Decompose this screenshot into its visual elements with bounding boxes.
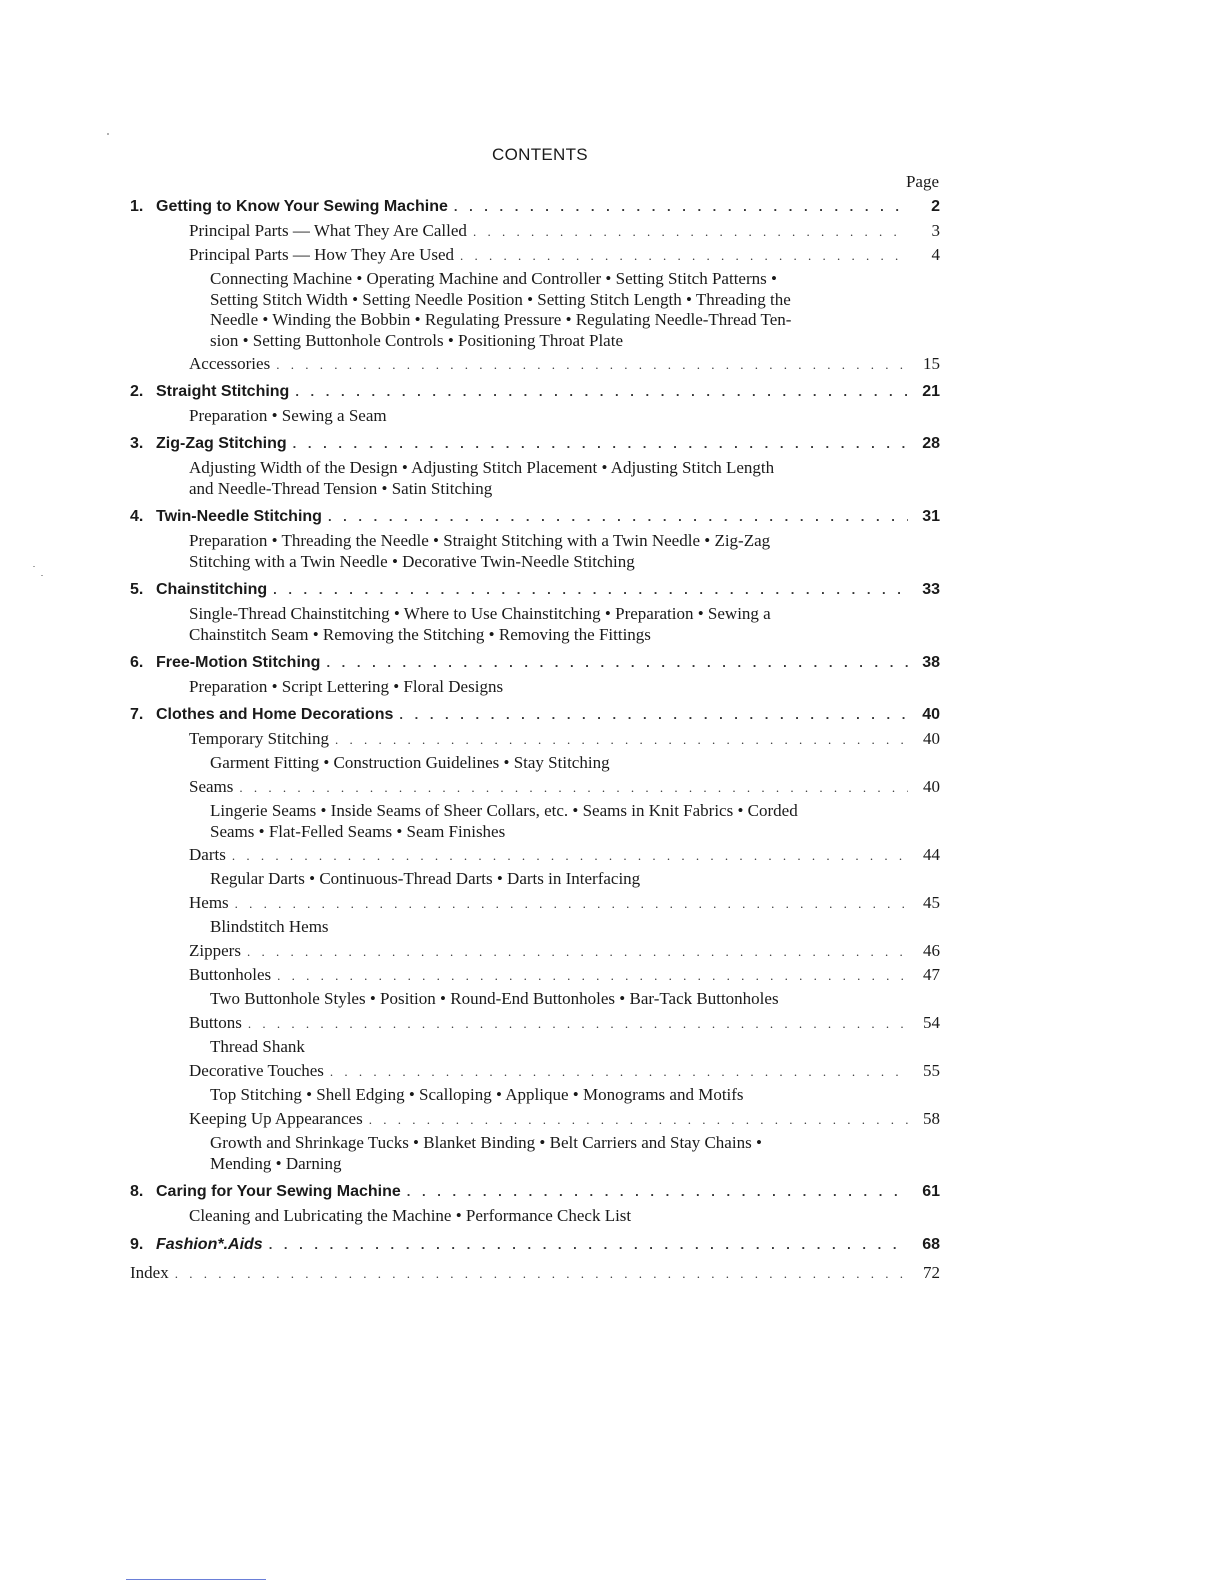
page-number: 28 — [922, 435, 940, 452]
page-number: 46 — [923, 941, 940, 960]
subsection-title: Principal Parts — How They Are Used — [189, 245, 455, 264]
toc-chapter[interactable] — [130, 507, 940, 527]
chapter-title: Free-Motion Stitching — [156, 654, 321, 671]
chapter-number: 3. — [130, 435, 144, 452]
chapter-number: 8. — [130, 1183, 144, 1200]
dot-leader — [232, 846, 908, 866]
dot-leader — [328, 507, 908, 527]
subsection-title: Buttonholes — [189, 965, 272, 984]
page-number: 68 — [922, 1236, 940, 1253]
toc-subsection[interactable] — [189, 941, 940, 962]
toc-subsection[interactable] — [189, 354, 940, 375]
chapter-title: Caring for Your Sewing Machine — [156, 1183, 401, 1200]
dot-leader — [273, 580, 908, 600]
chapter-title: Chainstitching — [156, 581, 268, 598]
toc-subsection[interactable] — [189, 729, 940, 750]
subsection-title: Hems — [189, 893, 229, 912]
section-description — [189, 458, 900, 499]
subsection-title: Keeping Up Appearances — [189, 1109, 363, 1128]
dot-leader — [473, 222, 908, 242]
toc-subsection[interactable] — [189, 965, 940, 986]
toc-subsection[interactable] — [189, 845, 940, 866]
chapter-number: 6. — [130, 654, 144, 671]
section-description — [210, 989, 900, 1010]
toc-subsection[interactable] — [189, 893, 940, 914]
subsection-title: Darts — [189, 845, 226, 864]
subsection-title: Buttons — [189, 1013, 242, 1032]
toc-subsection[interactable] — [189, 245, 940, 266]
page-number: 3 — [931, 221, 940, 240]
description-line: Chainstitch Seam • Removing the Stitching • Removing the Fittings — [189, 624, 651, 644]
dot-leader — [247, 942, 908, 962]
subsection-title: Zippers — [189, 941, 241, 960]
dot-leader — [330, 1062, 908, 1082]
description-line: Mending • Darning — [210, 1153, 342, 1173]
toc-index-entry[interactable] — [130, 1263, 940, 1284]
subsection-title: Principal Parts — What They Are Called — [189, 221, 467, 240]
description-line: and Needle-Thread Tension • Satin Stitching — [189, 478, 493, 498]
chapter-title: Fashion*.Aids — [156, 1236, 263, 1253]
chapter-number: 4. — [130, 508, 144, 525]
chapter-number: 7. — [130, 706, 144, 723]
subsection-title: Temporary Stitching — [189, 729, 329, 748]
section-description — [210, 801, 900, 842]
section-description — [210, 1037, 900, 1058]
subsection-title: Accessories — [189, 354, 271, 373]
section-description — [210, 869, 900, 890]
description-line: Garment Fitting • Construction Guidelines • Stay Stitching — [210, 753, 610, 772]
page-number: 31 — [922, 508, 940, 525]
section-description — [189, 406, 900, 427]
description-line: Setting Stitch Width • Setting Needle Position • Setting Stitch Length • Threading the — [210, 289, 791, 309]
dot-leader — [276, 355, 908, 375]
chapter-title: Straight Stitching — [156, 383, 290, 400]
page-number: 44 — [923, 845, 940, 864]
toc-subsection[interactable] — [189, 1013, 940, 1034]
page-column-label: Page — [905, 172, 939, 191]
dot-leader — [407, 1182, 908, 1202]
page-number: 54 — [923, 1013, 940, 1032]
dot-leader — [460, 246, 908, 266]
dot-leader — [239, 778, 908, 798]
chapter-number: 5. — [130, 581, 144, 598]
toc-chapter[interactable] — [130, 197, 940, 217]
dot-leader — [295, 382, 908, 402]
dot-leader — [277, 966, 908, 986]
section-description — [189, 604, 900, 645]
chapter-number: 1. — [130, 198, 144, 215]
toc-subsection[interactable] — [189, 1061, 940, 1082]
page-number: 47 — [923, 965, 940, 984]
toc-subsection[interactable] — [189, 777, 940, 798]
chapter-title: Twin-Needle Stitching — [156, 508, 322, 525]
page-title: CONTENTS — [492, 145, 588, 164]
section-description — [189, 531, 900, 572]
dot-leader — [269, 1235, 908, 1255]
subsection-title: Decorative Touches — [189, 1061, 324, 1080]
toc-chapter[interactable] — [130, 580, 940, 600]
page-number: 40 — [923, 729, 940, 748]
page-number: 40 — [923, 777, 940, 796]
toc-chapter[interactable] — [130, 1182, 940, 1202]
chapter-number: 2. — [130, 383, 144, 400]
description-line: Preparation • Threading the Needle • Straight Stitching with a Twin Needle • Zig-Zag — [189, 531, 771, 550]
page-number: 45 — [923, 893, 940, 912]
description-line: Blindstitch Hems — [210, 917, 329, 936]
dot-leader — [248, 1014, 908, 1034]
toc-chapter[interactable] — [130, 653, 940, 673]
chapter-title: Clothes and Home Decorations — [156, 706, 394, 723]
toc-chapter[interactable] — [130, 705, 940, 725]
description-line: Top Stitching • Shell Edging • Scalloping • Applique • Monograms and Motifs — [210, 1085, 744, 1104]
dot-leader — [399, 705, 908, 725]
page-number: 72 — [923, 1263, 940, 1282]
toc-chapter[interactable] — [130, 382, 940, 402]
page-number: 2 — [931, 198, 940, 215]
page-number: 15 — [923, 354, 940, 373]
section-description — [210, 1133, 900, 1174]
dot-leader — [454, 197, 908, 217]
description-line: Growth and Shrinkage Tucks • Blanket Binding • Belt Carriers and Stay Chains • — [210, 1133, 762, 1152]
description-line: Needle • Winding the Bobbin • Regulating Pressure • Regulating Needle-Thread Ten- — [210, 310, 792, 329]
chapter-title: Zig-Zag Stitching — [156, 435, 287, 452]
dot-leader — [326, 653, 908, 673]
toc-chapter[interactable] — [130, 434, 940, 454]
section-description — [210, 917, 900, 938]
description-line: Preparation • Script Lettering • Floral Designs — [189, 677, 504, 696]
description-line: Regular Darts • Continuous-Thread Darts • Darts in Interfacing — [210, 869, 641, 888]
section-description — [189, 677, 900, 698]
page-number: 55 — [923, 1061, 940, 1080]
description-line: Lingerie Seams • Inside Seams of Sheer Collars, etc. • Seams in Knit Fabrics • Corded — [210, 801, 798, 820]
page-number: 4 — [931, 245, 940, 264]
page-number: 40 — [922, 706, 940, 723]
section-description — [210, 269, 900, 351]
description-line: Connecting Machine • Operating Machine and Controller • Setting Stitch Patterns • — [210, 269, 777, 288]
dot-leader — [293, 434, 908, 454]
dot-leader — [235, 894, 908, 914]
description-line: Thread Shank — [210, 1037, 305, 1056]
description-line: sion • Setting Buttonhole Controls • Positioning Throat Plate — [210, 330, 623, 350]
description-line: Two Buttonhole Styles • Position • Round-End Buttonholes • Bar-Tack Buttonholes — [210, 989, 779, 1008]
page-number: 38 — [922, 654, 940, 671]
dot-leader — [369, 1110, 908, 1130]
subsection-title: Seams — [189, 777, 234, 796]
description-line: Cleaning and Lubricating the Machine • Performance Check List — [189, 1206, 632, 1225]
dot-leader — [175, 1264, 908, 1284]
section-description — [210, 1085, 900, 1106]
page-number: 33 — [922, 581, 940, 598]
page-number: 61 — [922, 1183, 940, 1200]
description-line: Seams • Flat-Felled Seams • Seam Finishes — [210, 821, 506, 841]
bottom-edge-line — [126, 1579, 266, 1580]
toc-subsection[interactable] — [189, 1109, 940, 1130]
description-line: Stitching with a Twin Needle • Decorative Twin-Needle Stitching — [189, 551, 635, 571]
description-line: Adjusting Width of the Design • Adjusting Stitch Placement • Adjusting Stitch Length — [189, 458, 775, 477]
page-number: 58 — [923, 1109, 940, 1128]
description-line: Single-Thread Chainstitching • Where to Use Chainstitching • Preparation • Sewing a — [189, 604, 771, 623]
chapter-number: 9. — [130, 1236, 144, 1253]
page-number: 21 — [922, 383, 940, 400]
section-description — [189, 1206, 900, 1227]
toc-chapter[interactable] — [130, 1235, 940, 1255]
chapter-title: Getting to Know Your Sewing Machine — [156, 198, 448, 215]
description-line: Preparation • Sewing a Seam — [189, 406, 387, 425]
section-description — [210, 753, 900, 774]
index-title: Index — [130, 1263, 169, 1282]
toc-subsection[interactable] — [189, 221, 940, 242]
dot-leader — [335, 730, 908, 750]
